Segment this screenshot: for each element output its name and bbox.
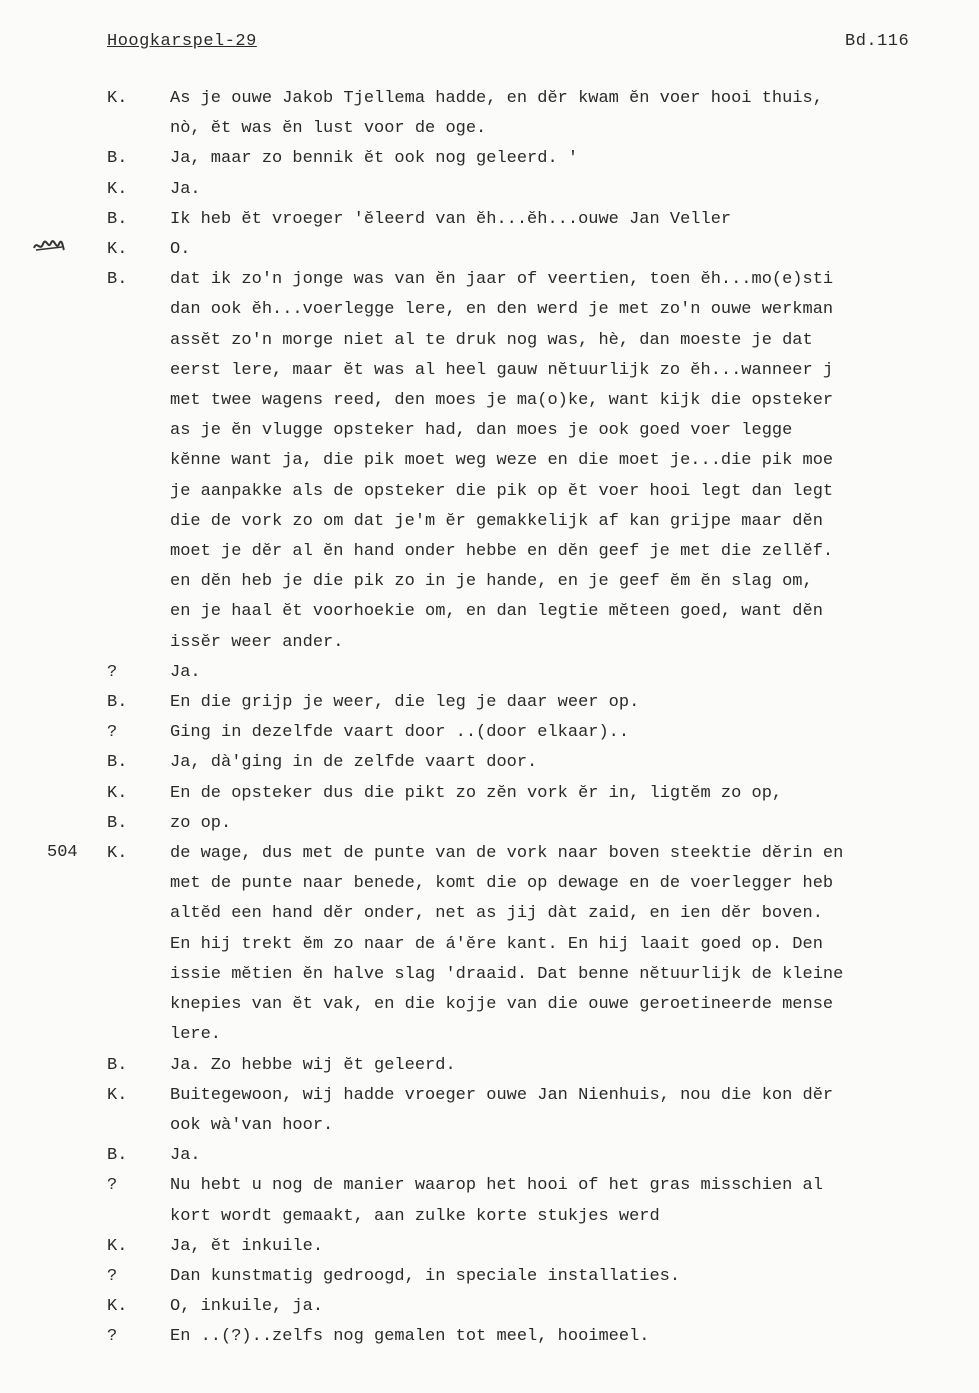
utterance-text bbox=[170, 1322, 979, 1352]
text-line: issĕr weer ander. bbox=[170, 632, 344, 652]
text-line: Buitegewoon, wij hadde vroeger ouwe Jan Nienhuis, nou die kon dĕr bbox=[170, 1085, 834, 1105]
speaker-label: B. bbox=[107, 753, 128, 773]
text-line: Ja. bbox=[170, 1146, 201, 1166]
text-line: Ja. Zo hebbe wij ĕt geleerd. bbox=[170, 1055, 456, 1075]
speaker-label: ? bbox=[107, 723, 118, 743]
margin-line-number: 504 bbox=[47, 843, 78, 862]
utterance-text bbox=[170, 748, 979, 778]
text-line: knepies van ĕt vak, en die kojje van die ouwe geroetineerde mense bbox=[170, 995, 834, 1015]
utterance-text bbox=[170, 235, 979, 265]
transcript-entry bbox=[107, 84, 979, 144]
text-line: zo op. bbox=[170, 813, 232, 833]
handwritten-scribble-icon bbox=[32, 238, 66, 259]
speaker-label: K. bbox=[107, 783, 128, 803]
transcript-entry bbox=[107, 748, 979, 778]
text-line: kĕnne want ja, die pik moet weg weze en die moet je...die pik moe bbox=[170, 451, 834, 471]
text-line: met twee wagens reed, den moes je ma(o)ke, want kijk die opsteker bbox=[170, 391, 834, 411]
text-line: dan ook ĕh...voerlegge lere, en den werd je met zo'n ouwe werkman bbox=[170, 300, 834, 320]
text-line: nò, ĕt was ĕn lust voor de oge. bbox=[170, 119, 487, 139]
text-line: Ja, maar zo bennik ĕt ook nog geleerd. ' bbox=[170, 149, 579, 169]
text-line: Ik heb ĕt vroeger 'ĕleerd van ĕh...ĕh...ouwe Jan Veller bbox=[170, 209, 732, 229]
text-line: Nu hebt u nog de manier waarop het hooi of het gras misschien al bbox=[170, 1176, 823, 1196]
utterance-text bbox=[170, 1051, 979, 1081]
transcript-entry bbox=[107, 1141, 979, 1171]
transcript-entry bbox=[107, 809, 979, 839]
text-line: Ja, dà'ging in de zelfde vaart door. bbox=[170, 753, 538, 773]
transcript-entry bbox=[107, 1051, 979, 1081]
text-line: met de punte naar benede, komt die op dewage en de voerlegger heb bbox=[170, 874, 834, 894]
utterance-text bbox=[170, 1262, 979, 1292]
text-line: kort wordt gemaakt, aan zulke korte stukjes werd bbox=[170, 1206, 660, 1226]
transcript-entry bbox=[107, 235, 979, 265]
transcript-entry bbox=[107, 1292, 979, 1322]
speaker-label: B. bbox=[107, 693, 128, 713]
speaker-label: K. bbox=[107, 844, 128, 864]
transcript-entry bbox=[107, 779, 979, 809]
text-line: En die grijp je weer, die leg je daar weer op. bbox=[170, 693, 640, 713]
speaker-label: K. bbox=[107, 179, 128, 199]
text-line: En ..(?)..zelfs nog gemalen tot meel, hooimeel. bbox=[170, 1327, 650, 1347]
text-line: Dan kunstmatig gedroogd, in speciale installaties. bbox=[170, 1266, 681, 1286]
speaker-label: ? bbox=[107, 662, 118, 682]
utterance-text bbox=[170, 1081, 979, 1141]
utterance-text bbox=[170, 144, 979, 174]
transcript-entry bbox=[107, 1322, 979, 1352]
transcript-entry bbox=[107, 839, 979, 1050]
utterance-text bbox=[170, 1171, 979, 1231]
text-line: Ja. bbox=[170, 662, 201, 682]
transcript-entry bbox=[107, 265, 979, 658]
text-line: Ja, ĕt inkuile. bbox=[170, 1236, 324, 1256]
transcript-entry bbox=[107, 1262, 979, 1292]
text-line: eerst lere, maar ĕt was al heel gauw nĕtuurlijk zo ĕh...wanneer j bbox=[170, 360, 834, 380]
speaker-label: ? bbox=[107, 1327, 118, 1347]
transcript-entry bbox=[107, 718, 979, 748]
transcript-entry bbox=[107, 205, 979, 235]
text-line: altĕd een hand dĕr onder, net as jij dàt zaid, en ien dĕr boven. bbox=[170, 904, 823, 924]
text-line: lere. bbox=[170, 1025, 222, 1045]
document-title: Hoogkarspel-29 bbox=[107, 32, 257, 51]
speaker-label: K. bbox=[107, 240, 128, 260]
utterance-text bbox=[170, 658, 979, 688]
utterance-text bbox=[170, 175, 979, 205]
text-line: As je ouwe Jakob Tjellema hadde, en dĕr kwam ĕn voer hooi thuis, bbox=[170, 89, 823, 108]
text-line: assĕt zo'n morge niet al te druk nog was, hè, dan moeste je dat bbox=[170, 330, 813, 350]
text-line: de wage, dus met de punte van de vork naar boven steektie dĕrin en bbox=[170, 844, 844, 864]
utterance-text bbox=[170, 839, 979, 1050]
text-line: die de vork zo om dat je'm ĕr gemakkelijk af kan grijpe maar dĕn bbox=[170, 511, 823, 531]
speaker-label: B. bbox=[107, 1055, 128, 1075]
text-line: as je ĕn vlugge opsteker had, dan moes je ook goed voer legge bbox=[170, 421, 793, 441]
utterance-text bbox=[170, 265, 979, 658]
text-line: Ging in dezelfde vaart door ..(door elkaar).. bbox=[170, 723, 630, 743]
speaker-label: K. bbox=[107, 1085, 128, 1105]
speaker-label: B. bbox=[107, 270, 128, 290]
text-line: issie mĕtien ĕn halve slag 'draaid. Dat benne nĕtuurlijk de kleine bbox=[170, 964, 844, 984]
utterance-text bbox=[170, 718, 979, 748]
utterance-text bbox=[170, 84, 979, 144]
speaker-label: B. bbox=[107, 209, 128, 229]
utterance-text bbox=[170, 205, 979, 235]
utterance-text bbox=[170, 1232, 979, 1262]
transcript-entry bbox=[107, 1081, 979, 1141]
speaker-label: B. bbox=[107, 1146, 128, 1166]
utterance-text bbox=[170, 1141, 979, 1171]
speaker-label: B. bbox=[107, 813, 128, 833]
text-line: En hij trekt ĕm zo naar de á'ĕre kant. En hij laait goed op. Den bbox=[170, 934, 823, 954]
text-line: O. bbox=[170, 240, 191, 260]
transcript-entry bbox=[107, 144, 979, 174]
text-line: En de opsteker dus die pikt zo zĕn vork ĕr in, ligtĕm zo op, bbox=[170, 783, 783, 803]
transcript-entry bbox=[107, 658, 979, 688]
page-number: Bd.116 bbox=[845, 32, 910, 51]
text-line: en dĕn heb je die pik zo in je hande, en je geef ĕm ĕn slag om, bbox=[170, 572, 813, 592]
speaker-label: K. bbox=[107, 1297, 128, 1317]
text-line: en je haal ĕt voorhoekie om, en dan legtie mĕteen goed, want dĕn bbox=[170, 602, 823, 622]
text-line: je aanpakke als de opsteker die pik op ĕt voer hooi legt dan legt bbox=[170, 481, 834, 501]
speaker-label: ? bbox=[107, 1266, 118, 1286]
transcript bbox=[107, 84, 979, 1353]
transcript-entry bbox=[107, 1232, 979, 1262]
speaker-label: ? bbox=[107, 1176, 118, 1196]
utterance-text bbox=[170, 779, 979, 809]
transcript-entry bbox=[107, 175, 979, 205]
speaker-label: K. bbox=[107, 1236, 128, 1256]
utterance-text bbox=[170, 809, 979, 839]
transcript-entry bbox=[107, 688, 979, 718]
text-line: moet je dĕr al ĕn hand onder hebbe en dĕn geef je met die zellĕf. bbox=[170, 542, 834, 562]
text-line: dat ik zo'n jonge was van ĕn jaar of veertien, toen ĕh...mo(e)sti bbox=[170, 270, 834, 290]
text-line: O, inkuile, ja. bbox=[170, 1297, 324, 1317]
text-line: Ja. bbox=[170, 179, 201, 199]
speaker-label: B. bbox=[107, 149, 128, 169]
utterance-text bbox=[170, 1292, 979, 1322]
speaker-label: K. bbox=[107, 89, 128, 108]
utterance-text bbox=[170, 688, 979, 718]
transcript-entry bbox=[107, 1171, 979, 1231]
text-line: ook wà'van hoor. bbox=[170, 1115, 334, 1135]
